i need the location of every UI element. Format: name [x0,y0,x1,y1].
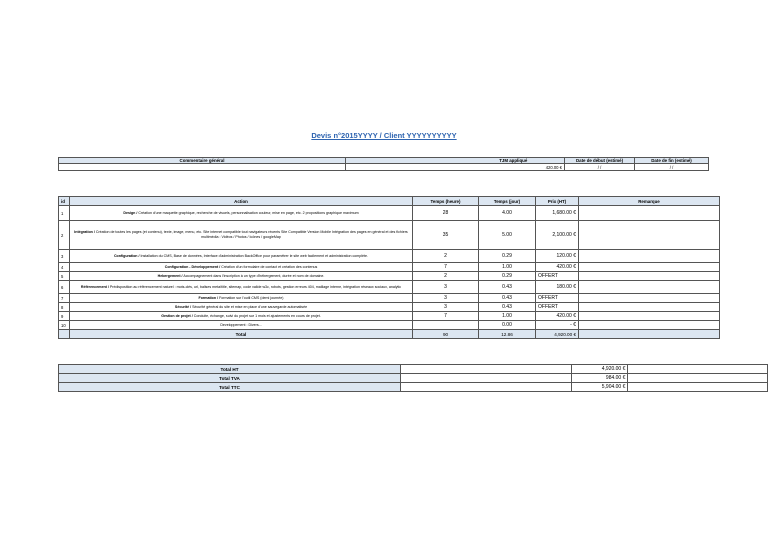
row-action-desc: Conduite, échange, suivi du projet sur 1 mois et ajustements en cours de projet. [192,313,321,318]
row-action-name: Référencement / [80,284,109,289]
total-label: Total [70,330,413,339]
header-price: Prix (HT) [536,197,579,206]
table-row [59,206,720,221]
row-price: OFFERT [536,303,579,312]
row-hours[interactable]: 7 [413,312,479,321]
row-hours[interactable]: 35 [413,221,479,250]
comment-value[interactable] [59,164,346,171]
row-price: 420.00 € [536,263,579,272]
row-action-name: Gestion de projet / [161,313,193,318]
row-price: OFFERT [536,272,579,281]
row-days: 0.43 [479,303,536,312]
row-action-desc: Prédisposition au référencement naturel : mots-clés, url, balises meta/title, sitemap, code valide w3c, robots, gestion erreurs 404, maillage interne, intégration réseaux sociaux, analytic [108,284,402,289]
row-hours[interactable]: 2 [413,250,479,263]
row-price: 1,680.00 € [536,206,579,221]
row-action [70,206,413,221]
row-remark[interactable] [579,221,720,250]
general-info-table [58,157,709,171]
header-id: id [59,197,70,206]
row-id: 9 [59,312,70,321]
row-days: 0.29 [479,250,536,263]
table-row [59,294,720,303]
table-row [59,281,720,294]
row-hours[interactable]: 7 [413,263,479,272]
header-action: Action [70,197,413,206]
summary-value: 4,920.00 € [572,365,628,374]
tjm-value[interactable]: 420.00 € [463,164,565,171]
row-price: OFFERT [536,294,579,303]
row-action [70,321,413,330]
summary-label: Total HT [59,365,401,374]
row-action-desc: Accompagnement dans l'inscription à un type d'hébergement, durée et nom de domaine. [182,273,325,278]
row-hours[interactable]: 3 [413,303,479,312]
row-hours[interactable]: 3 [413,281,479,294]
summary-row [59,383,768,392]
row-action [70,281,413,294]
row-remark[interactable] [579,272,720,281]
row-action-desc: Création d'une maquette graphique, recherche de visuels, personnalisation couleur, mise en page, etc. 2 propositions graphique maximum [137,210,359,215]
actions-header-row [59,197,720,206]
table-row [59,312,720,321]
row-remark[interactable] [579,312,720,321]
header-commentaire: Commentaire général [59,158,346,164]
summary-row [59,374,768,383]
row-hours[interactable]: 28 [413,206,479,221]
header-days: Temps (jour) [479,197,536,206]
row-remark[interactable] [579,303,720,312]
row-action [70,303,413,312]
total-row [59,330,720,339]
summary-remark [628,365,768,374]
row-action-desc: Création d'un formulaire de contact et création des contenus [220,264,318,269]
row-id: 8 [59,303,70,312]
summary-remark [628,374,768,383]
row-id: 1 [59,206,70,221]
total-days: 12.86 [479,330,536,339]
date-fin-value[interactable]: / / [635,164,709,171]
summary-value: 5,904.00 € [572,383,628,392]
row-price: 420.00 € [536,312,579,321]
row-remark[interactable] [579,281,720,294]
row-action-desc: Création de toutes les pages (et contenu), texte, image, menu, etc. Site internet compatible tout navigateurs récents Site Compatible Version Mobile Intégration des pages en général et des fichiers multimédia : Vidéos / Photos / Icônes / googleMap [94,230,408,239]
row-action-name: Hebergement / [157,273,183,278]
actions-table [58,196,720,339]
header-tjm: TJM appliqué [463,158,565,164]
row-action-name: Configuration / [113,253,140,258]
row-days: 0.00 [479,321,536,330]
row-price: - € [536,321,579,330]
header-hours: Temps (heure) [413,197,479,206]
summary-spacer [401,374,572,383]
row-days: 1.00 [479,263,536,272]
row-id: 7 [59,294,70,303]
row-action-desc: Sécurité général du site et mise en place d'une sauvegarde automatisée [191,304,308,309]
row-days: 0.29 [479,272,536,281]
row-action-name: Formation / [198,295,219,300]
row-hours[interactable] [413,321,479,330]
row-remark[interactable] [579,250,720,263]
total-remark [579,330,720,339]
summary-remark [628,383,768,392]
row-remark[interactable] [579,263,720,272]
row-remark[interactable] [579,206,720,221]
row-days: 1.00 [479,312,536,321]
spacer-cell [346,164,463,171]
row-days: 4.00 [479,206,536,221]
summary-value: 984.00 € [572,374,628,383]
info-value-row [59,164,709,171]
row-price: 2,100.00 € [536,221,579,250]
summary-spacer [401,383,572,392]
date-debut-value[interactable]: / / [565,164,635,171]
table-row [59,272,720,281]
row-price: 120.00 € [536,250,579,263]
row-action [70,272,413,281]
row-action-desc: Developpement : Divers... [220,322,262,327]
row-action [70,263,413,272]
table-row [59,303,720,312]
table-row [59,250,720,263]
totals-table [58,364,768,392]
row-id: 3 [59,250,70,263]
summary-label: Total TVA [59,374,401,383]
total-spacer [59,330,70,339]
row-hours[interactable]: 2 [413,272,479,281]
row-hours[interactable]: 3 [413,294,479,303]
row-id: 4 [59,263,70,272]
row-action-desc: Installation du CMS, Base de données, Interface d'administration BackOffice pour paramétrer le site web facilement et administration complète. [139,253,369,258]
summary-spacer [401,365,572,374]
row-action [70,250,413,263]
table-row [59,321,720,330]
row-days: 0.43 [479,281,536,294]
row-remark[interactable] [579,321,720,330]
row-action-desc: Formation sur l'outil CMS (demi journée) [218,295,284,300]
row-action [70,312,413,321]
row-action [70,294,413,303]
summary-row [59,365,768,374]
table-row [59,221,720,250]
total-hours: 90 [413,330,479,339]
header-date-debut: Date de début (estimé) [565,158,635,164]
row-action-name: Design / [123,210,138,215]
row-id: 10 [59,321,70,330]
row-days: 5.00 [479,221,536,250]
row-id: 5 [59,272,70,281]
table-row [59,263,720,272]
row-action-name: Configuration - Développement / [164,264,221,269]
row-action [70,221,413,250]
row-days: 0.43 [479,294,536,303]
row-remark[interactable] [579,294,720,303]
row-action-name: Intégration / [74,230,95,234]
row-price: 180.00 € [536,281,579,294]
header-remark: Remarque [579,197,720,206]
row-id: 2 [59,221,70,250]
row-id: 6 [59,281,70,294]
row-action-name: Sécurité / [174,304,192,309]
total-price: 4,920.00 € [536,330,579,339]
summary-label: Total TTC [59,383,401,392]
quote-title: Devis n°2015YYYY / Client YYYYYYYYYY [311,131,457,140]
header-date-fin: Date de fin (estimé) [635,158,709,164]
